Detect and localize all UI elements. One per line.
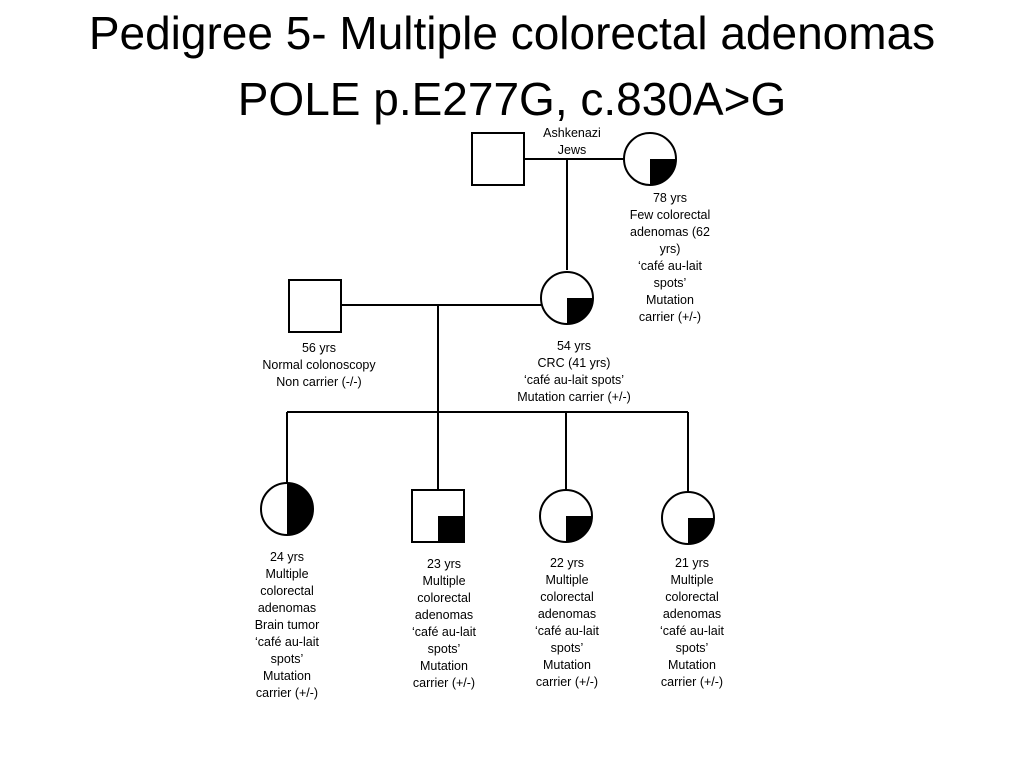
father-square bbox=[289, 280, 341, 332]
title-line-1: Pedigree 5- Multiple colorectal adenomas bbox=[88, 7, 936, 59]
child-3-affected-quadrant bbox=[566, 516, 592, 542]
child-2-square bbox=[412, 490, 464, 542]
child-4-label: 21 yrs Multiple colorectal adenomas ‘café au-lait spots’ Mutation carrier (+/-) bbox=[660, 556, 724, 689]
child-4-circle bbox=[662, 492, 714, 544]
child-4-affected-quadrant bbox=[688, 518, 714, 544]
grandmother-affected-quadrant bbox=[650, 159, 676, 185]
mother-affected-quadrant bbox=[567, 298, 593, 324]
ethnicity-label: Ashkenazi Jews bbox=[543, 126, 601, 157]
child-2-label: 23 yrs Multiple colorectal adenomas ‘café au-lait spots’ Mutation carrier (+/-) bbox=[412, 557, 476, 690]
grandmother-circle bbox=[624, 133, 676, 185]
father-label: 56 yrs Normal colonoscopy Non carrier (-/-) bbox=[262, 341, 376, 389]
child-3-circle bbox=[540, 490, 592, 542]
child-1-circle bbox=[261, 483, 313, 535]
mother-label: 54 yrs CRC (41 yrs) ‘café au-lait spots’ Mutation carrier (+/-) bbox=[517, 339, 631, 404]
grandfather-square bbox=[472, 133, 524, 185]
mother-circle bbox=[541, 272, 593, 324]
child-3-label: 22 yrs Multiple colorectal adenomas ‘café au-lait spots’ Mutation carrier (+/-) bbox=[535, 556, 599, 689]
child-2-affected-quadrant bbox=[438, 516, 464, 542]
grandmother-label: 78 yrs Few colorectal adenomas (62 yrs) ‘café au-lait spots’ Mutation carrier (+/-) bbox=[629, 191, 711, 324]
child-1-affected-half bbox=[287, 483, 313, 535]
child-1-label: 24 yrs Multiple colorectal adenomas Brain tumor ‘café au-lait spots’ Mutation carrier (+/-) bbox=[254, 550, 320, 700]
title-line-2: POLE p.E277G, c.830A>G bbox=[237, 73, 787, 125]
